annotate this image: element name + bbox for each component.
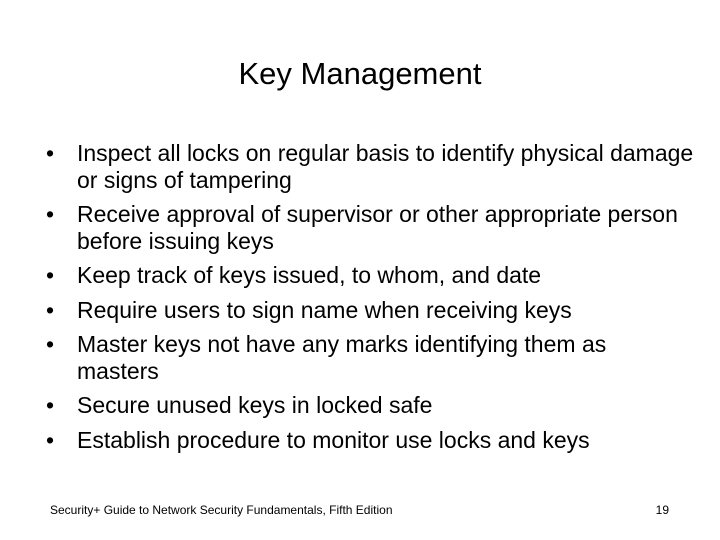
bullet-text: Master keys not have any marks identifying them as masters — [77, 331, 607, 384]
bullet-icon: • — [46, 140, 55, 166]
bullet-item — [34, 427, 694, 454]
bullet-icon: • — [46, 426, 55, 453]
bullet-item — [34, 262, 694, 289]
bullet-item — [34, 297, 694, 324]
bullet-icon: • — [46, 201, 55, 227]
bullet-item — [34, 392, 694, 419]
footer-source: Security+ Guide to Network Security Fundamentals, Fifth Edition — [50, 503, 393, 517]
bullet-item — [34, 140, 694, 193]
bullet-text: Secure unused keys in locked safe — [77, 392, 433, 418]
bullet-icon: • — [46, 296, 55, 323]
bullet-item — [34, 331, 694, 384]
bullet-icon: • — [46, 262, 55, 288]
bullet-text: Receive approval of supervisor or other appropriate person before issuing keys — [77, 201, 678, 254]
bullet-icon: • — [46, 331, 55, 357]
page-number: 19 — [655, 503, 669, 517]
slide-title: Key Management — [238, 56, 482, 91]
bullet-text: Inspect all locks on regular basis to identify physical damage or signs of tampering — [77, 140, 694, 193]
bullet-text: Establish procedure to monitor use locks and keys — [77, 426, 590, 453]
bullet-item — [34, 201, 694, 254]
bullet-text: Require users to sign name when receiving keys — [77, 296, 572, 323]
bullet-icon: • — [46, 392, 55, 418]
bullet-list — [34, 140, 694, 461]
bullet-text: Keep track of keys issued, to whom, and date — [77, 262, 542, 288]
